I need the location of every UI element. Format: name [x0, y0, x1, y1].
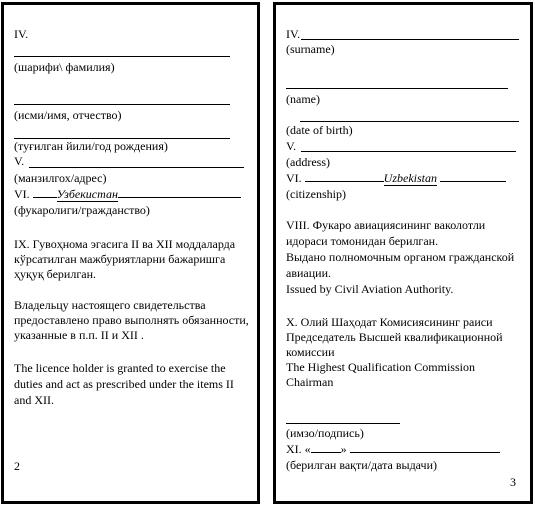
para-x-4: The Highest Qualification Commission — [286, 360, 475, 374]
signature-line — [286, 423, 400, 424]
citizenship-value: Uzbekistan — [383, 171, 437, 185]
issue-day-line — [311, 443, 341, 453]
page-number: 2 — [14, 459, 20, 473]
citizenship-line-left — [305, 172, 384, 182]
para-x-3: комиссии — [286, 345, 335, 359]
section-iv-label: IV. — [14, 27, 29, 41]
para-viii-1: VIII. Фукаро авиациясининг ваколотли — [286, 218, 486, 232]
citizenship-value: Узбекистан — [56, 187, 118, 201]
address-label: (манзилгох/адрес) — [14, 171, 107, 185]
section-vi-label: VI. — [286, 171, 302, 185]
signature-label: (имзо/подпись) — [286, 426, 364, 440]
citizenship-line-right — [440, 172, 506, 182]
surname-label: (surname) — [286, 42, 335, 56]
section-vi-row — [286, 171, 506, 186]
issue-date-line — [350, 443, 500, 453]
section-xi-label: XI. « — [286, 442, 311, 456]
issue-date-label: (берилган вақти/дата выдачи) — [286, 458, 437, 472]
para-en-2: duties and act as prescribed under the items II — [14, 377, 234, 391]
para-viii-4: авиации. — [286, 266, 332, 280]
dob-line — [300, 121, 519, 122]
address-label: (address) — [286, 155, 330, 169]
name-line — [286, 88, 508, 89]
citizenship-label: (фукаролиги/гражданство) — [14, 203, 150, 217]
section-iv-label: IV. — [286, 27, 301, 41]
address-line — [29, 167, 244, 168]
name-line — [14, 104, 230, 105]
para-viii-3: Выдано полномочным органом гражданской — [286, 250, 515, 264]
para-en-1: The licence holder is granted to exercise the — [14, 361, 226, 375]
para-x-1: X. Олий Шаҳодат Комисиясининг раиси — [286, 315, 493, 329]
surname-line — [14, 56, 230, 57]
para-ix-2: кўрсатилган мажбуриятларни бажаришга — [14, 252, 226, 266]
section-vi-label: VI. — [14, 187, 30, 201]
para-ru-3: указанные в п.п. II и XII . — [14, 328, 144, 342]
name-label: (name) — [286, 92, 320, 106]
address-line — [301, 151, 516, 152]
para-en-3: and XII. — [14, 393, 54, 407]
para-viii-2: идораси томонидан берилган. — [286, 234, 439, 248]
para-ix-3: ҳуқуқ берилган. — [14, 267, 97, 281]
para-x-2: Председатель Высшей квалификационной — [286, 330, 503, 344]
surname-label: (шарифи\ фамилия) — [14, 60, 115, 74]
para-x-5: Chairman — [286, 375, 334, 389]
para-ix-1: IX. Гувоҳнома эгасига II ва XII моддаларда — [14, 237, 236, 251]
para-viii-5: Issued by Civil Aviation Authority. — [286, 282, 454, 296]
dob-label: (туғилган йили/год рождения) — [14, 139, 168, 153]
section-vi-row — [14, 187, 241, 202]
citizenship-line-right — [118, 188, 241, 198]
section-xi-row — [286, 442, 500, 457]
dob-label: (date of birth) — [286, 123, 353, 137]
citizenship-line-left — [33, 188, 57, 198]
para-ru-1: Владельцу настоящего свидетельства — [14, 298, 206, 312]
surname-line — [301, 39, 519, 40]
citizenship-label: (citizenship) — [286, 187, 346, 201]
para-ru-2: предоставлено право выполнять обязанности, — [14, 313, 249, 327]
section-v-label: V. — [14, 154, 25, 168]
page-3-panel — [273, 2, 533, 504]
page-2-panel — [1, 2, 260, 504]
page-number: 3 — [510, 475, 516, 489]
name-label: (исми/имя, отчество) — [14, 108, 122, 122]
section-v-label: V. — [286, 139, 297, 153]
section-xi-quote: » — [340, 442, 347, 456]
